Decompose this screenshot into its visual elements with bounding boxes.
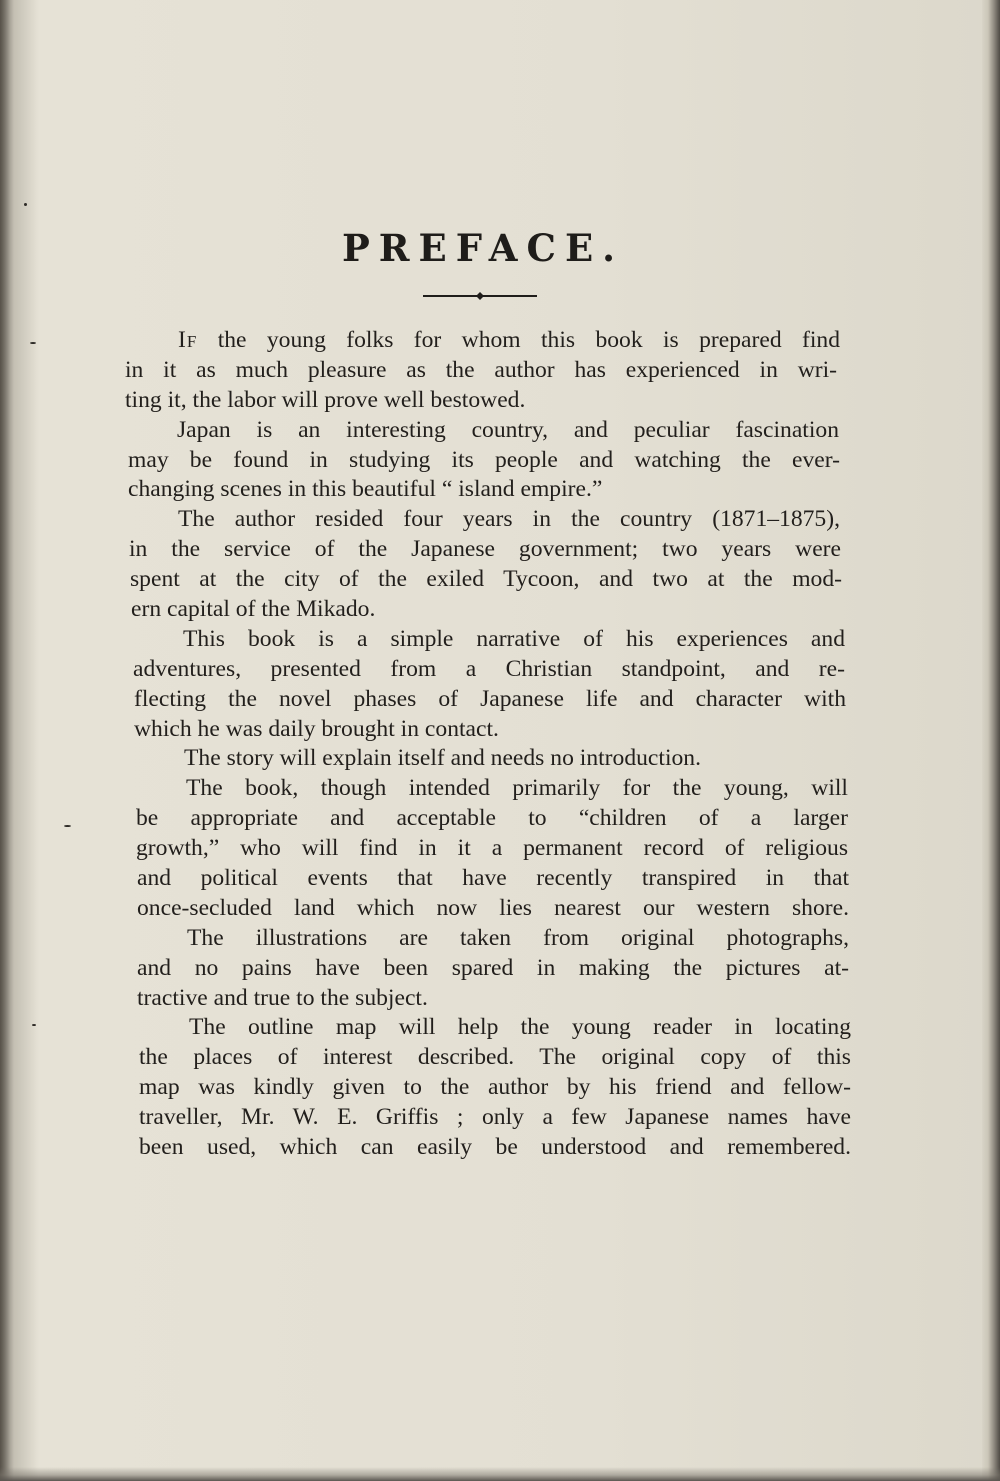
text-line [128,774,848,804]
margin-speck [64,825,71,827]
margin-speck [32,1024,36,1026]
text-line-content: The story will explain itself and needs no introduction. [184,745,701,772]
text-line-content: tractive and true to the subject. [137,984,428,1011]
text-line-content: changing scenes in this beautiful “ island empire.” [128,476,603,503]
text-line [134,715,846,745]
text-line [137,864,849,894]
text-line-content: spent at the city of the exiled Tycoon, and two at the mod- [130,566,842,593]
text-line [128,1013,851,1043]
gutter-shadow [0,0,40,1481]
text-line [131,595,843,625]
text-line [136,804,848,834]
text-line-content: in the service of the Japanese government; two years were [129,536,841,563]
text-line [128,446,840,476]
margin-speck [24,203,27,206]
text-line-content: growth,” who will find in it a permanent record of religious [136,835,848,862]
text-line [128,505,840,535]
text-line [130,565,842,595]
text-line-content: may be found in studying its people and watching the ever- [128,446,840,473]
text-line-content: once-secluded land which now lies nearest our western shore. [137,894,849,921]
text-line-content: Japan is an interesting country, and peculiar fascination [177,416,839,443]
text-line [128,625,845,655]
text-line [125,386,837,416]
preface-body [125,326,851,1163]
text-line [128,744,846,774]
text-line-content: the young folks for whom this book is prepared find [217,327,840,353]
text-line-content: This book is a simple narrative of his experiences and [183,625,845,652]
margin-speck [30,342,36,344]
text-line [137,894,849,924]
page-title: PREFACE. [341,226,625,270]
text-line-content: the places of interest described. The original copy of this [139,1044,851,1071]
text-line-content: and no pains have been spared in making the pictures at- [137,954,849,981]
text-line [125,356,837,386]
text-line [134,685,846,715]
text-line-content: adventures, presented from a Christian standpoint, and re- [133,655,845,682]
text-line [139,1133,851,1163]
text-line-content: The author resided four years in the country (1871–1875), [178,506,840,533]
text-line [128,924,849,954]
text-line [128,475,840,505]
text-line-content: ern capital of the Mikado. [131,596,376,623]
text-line [139,1043,851,1073]
text-line [137,954,849,984]
title-ornament-rule [423,290,537,302]
text-line-content: traveller, Mr. W. E. Griffis ; only a few Japanese names have [139,1104,851,1131]
text-line-content: ting it, the labor will prove well bestowed. [125,386,526,413]
text-line-content: and political events that have recently transpired in that [137,865,849,892]
text-line-content: The outline map will help the young reader in locating [189,1014,851,1041]
text-line [137,984,849,1014]
text-line [139,1103,851,1133]
text-line [128,416,839,446]
text-line [133,655,845,685]
text-line [136,834,848,864]
text-line-content: been used, which can easily be understood and remembered. [139,1134,851,1161]
text-line [129,535,841,565]
text-line-content: flecting the novel phases of Japanese life and character with [134,685,846,712]
text-line-content: map was kindly given to the author by his friend and fellow- [139,1074,851,1101]
page-bottom-edge [0,1467,1000,1481]
page-edge [982,0,1000,1481]
text-line-content: The illustrations are taken from original photographs, [187,924,849,951]
text-line-content: which he was daily brought in contact. [134,715,499,742]
text-line [178,326,840,356]
text-line-content: in it as much pleasure as the author has experienced in wri- [125,356,837,383]
text-line-content: The book, though intended primarily for the young, will [186,775,848,802]
text-line [139,1073,851,1103]
text-line-content: be appropriate and acceptable to “children of a larger [136,805,848,832]
dropcap-word: If [178,327,198,353]
